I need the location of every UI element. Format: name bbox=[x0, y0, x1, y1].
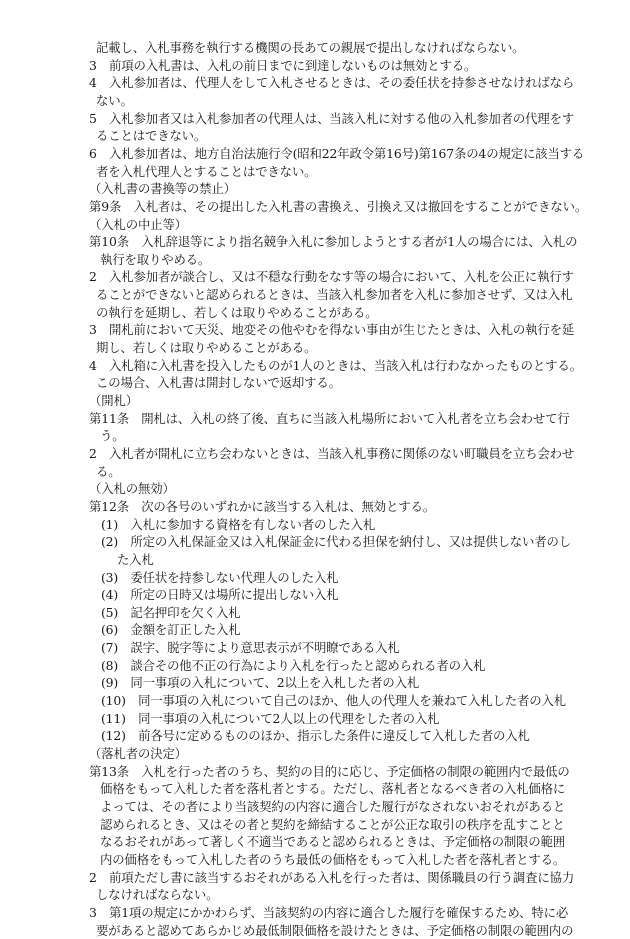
text-line: (10) 同一事項の入札について自己のほか、他人の代理人を兼ねて入札した者の入札 bbox=[101, 693, 566, 709]
text-line: 執行を取りやめる。 bbox=[100, 251, 211, 267]
text-line: ることはできない。 bbox=[96, 128, 207, 144]
text-line: (1) 入札に参加する資格を有しない者のした入札 bbox=[101, 516, 376, 532]
text-line: (8) 談合その他不正の行為により入札を行ったと認められる者の入札 bbox=[101, 657, 486, 673]
text-line: の執行を延期し、若しくは取りやめることがある。 bbox=[96, 304, 378, 320]
text-line: （落札者の決定） bbox=[89, 746, 187, 761]
text-line: （入札の中止等） bbox=[89, 216, 187, 232]
text-line: 3 第1項の規定にかかわらず、当該契約の内容に適合した履行を確保するため、特に必 bbox=[89, 904, 569, 920]
text-line: （入札の無効） bbox=[89, 481, 175, 497]
text-line: た入札 bbox=[117, 551, 154, 567]
text-line: (6) 金額を訂正した入札 bbox=[101, 622, 241, 638]
text-line: 6 入札参加者は、地方自治法施行令(昭和22年政令第16号)第167条の4の規定に該当する bbox=[89, 145, 585, 161]
text-line: 内の価格をもって入札した者のうち最低の価格をもって入札した者を落札者とする。 bbox=[100, 851, 566, 867]
text-line: 4 入札参加者は、代理人をして入札させるときは、その委任状を持参させなければなら bbox=[89, 75, 575, 91]
text-line: なるおそれがあって著しく不適当であると認められるときは、予定価格の制限の範囲 bbox=[100, 834, 566, 850]
text-line: 3 開札前において天災、地変その他やむを得ない事由が生じたときは、入札の執行を延 bbox=[89, 322, 575, 338]
text-line: う。 bbox=[100, 428, 125, 444]
text-line: ない。 bbox=[96, 92, 133, 108]
text-line: （入札書の書換等の禁止） bbox=[89, 181, 236, 197]
text-line: る。 bbox=[96, 463, 121, 479]
text-line: 2 入札参加者が談合し、又は不穏な行動をなす等の場合において、入札を公正に執行す bbox=[89, 269, 574, 285]
text-line: 5 入札参加者又は入札参加者の代理人は、当該入札に対する他の入札参加者の代理をす bbox=[89, 110, 575, 126]
text-line: 認められるとき、又はその者と契約を締結することが公正な取引の秩序を乱すことと bbox=[100, 816, 565, 832]
text-line: (11) 同一事項の入札について2人以上の代理をした者の入札 bbox=[101, 710, 440, 726]
text-line: (3) 委任状を持参しない代理人のした入札 bbox=[101, 569, 339, 585]
text-line: （開札） bbox=[89, 393, 138, 408]
text-line: 第11条 開札は、入札の終了後、直ちに当該入札場所において入札者を立ち会わせて行 bbox=[89, 410, 570, 426]
text-line: この場合、入札書は開封しないで返却する。 bbox=[96, 375, 341, 391]
text-line: (7) 誤字、脱字等により意思表示が不明瞭である入札 bbox=[101, 640, 400, 656]
text-line: 第13条 入札を行った者のうち、契約の目的に応じ、予定価格の制限の範囲内で最低の bbox=[89, 763, 570, 779]
text-line: (12) 前各号に定めるもののほか、指示した条件に違反して入札した者の入札 bbox=[101, 728, 530, 744]
text-line: 第9条 入札者は、その提出した入札書の書換え、引換え又は撤回をすることができない。 bbox=[89, 198, 588, 214]
text-line: ることができないと認められるときは、当該入札参加者を入札に参加させず、又は入札 bbox=[96, 287, 573, 303]
text-line: 2 前項ただし書に該当するおそれがある入札を行った者は、関係職員の行う調査に協力 bbox=[89, 869, 575, 885]
text-line: よっては、その者により当該契約の内容に適合した履行がなされないおそれがあると bbox=[100, 798, 566, 814]
text-line: 者を入札代理人とすることはできない。 bbox=[96, 163, 317, 179]
text-line: 期し、若しくは取りやめることがある。 bbox=[96, 340, 317, 356]
text-line: (5) 記名押印を欠く入札 bbox=[101, 604, 241, 620]
text-line: 第12条 次の各号のいずれかに該当する入札は、無効とする。 bbox=[89, 498, 435, 514]
text-line: 記載し、入札事務を執行する機関の長あての親展で提出しなければならない。 bbox=[96, 40, 525, 55]
text-line: 4 入札箱に入札書を投入したものが1人のときは、当該入札は行わなかったものとする。 bbox=[89, 357, 582, 373]
text-line: (4) 所定の日時又は場所に提出しない入札 bbox=[101, 587, 339, 603]
text-line: (9) 同一事項の入札について、2以上を入札した者の入札 bbox=[101, 675, 420, 691]
text-line: (2) 所定の入札保証金又は入札保証金に代わる担保を納付し、又は提供しない者のし bbox=[101, 534, 572, 550]
text-line: 3 前項の入札書は、入札の前日までに到達しないものは無効とする。 bbox=[89, 57, 477, 73]
text-line: 2 入札者が開札に立ち会わないときは、当該入札事務に関係のない町職員を立ち会わせ bbox=[89, 445, 575, 461]
text-line: 第10条 入札辞退等により指名競争入札に参加しようとする者が1人の場合には、入札の bbox=[89, 234, 578, 250]
text-line: 要があると認めてあらかじめ最低制限価格を設けたときは、予定価格の制限の範囲内の bbox=[96, 922, 574, 938]
text-line: 価格をもって入札した者を落札者とする。ただし、落札者となるべき者の入札価格に bbox=[100, 781, 566, 797]
text-line: しなければならない。 bbox=[96, 887, 219, 903]
